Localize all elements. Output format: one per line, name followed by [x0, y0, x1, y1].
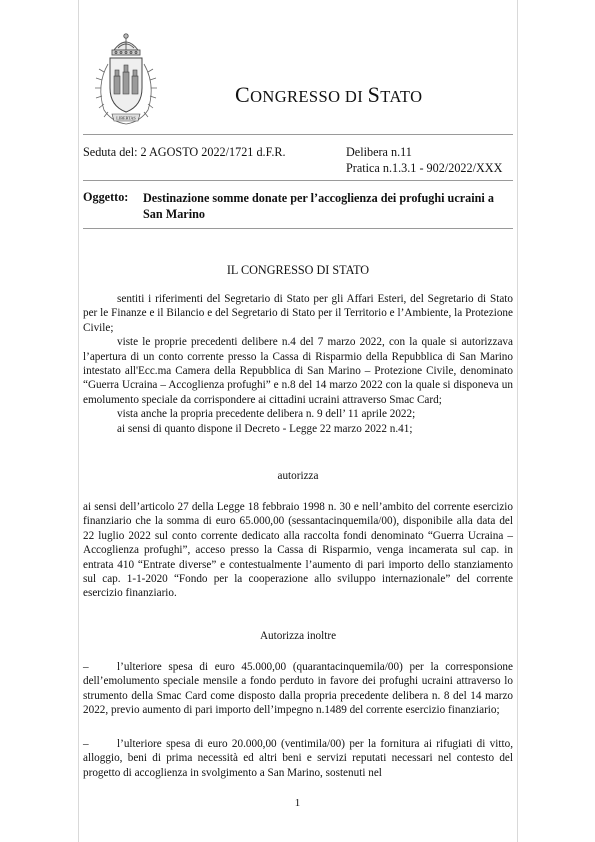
oggetto-divider-top: [83, 180, 513, 181]
page-number: 1: [294, 797, 301, 809]
premessa-paragraph: viste le proprie precedenti delibere n.4 del 7 marzo 2022, con la quale si autorizzava l’apertura di un conto corrente presso la Cassa di Risparmio della Repubblica di San Marino intestato all'Ecc.ma Camera della Repubblica di San Marino – Protezione Civile, denominato “Guerra Ucraina – Accoglienza profughi” e n.8 del 14 marzo 2022 con la quale si disponeva un emolumento speciale da corrispondere ai cittadini ucraini attraverso Smac Card;: [83, 336, 513, 406]
section-heading: IL CONGRESSO DI STATO: [226, 263, 370, 277]
autorizza-heading: autorizza: [277, 470, 319, 482]
premessa-paragraph: sentiti i riferimenti del Segretario di Stato per gli Affari Esteri, del Segretario di Stato per le Finanze e il Bilancio e del Segretario di Stato per il Territorio e l’Ambiente, la Protezione Civile;: [83, 293, 513, 334]
page-title: CONGRESSO DI STATO: [235, 82, 423, 107]
oggetto-text: Destinazione somme donate per l’accoglienza dei profughi ucraini a San Marino: [143, 191, 494, 221]
autorizza-inoltre-heading: Autorizza inoltre: [259, 630, 337, 642]
seduta-line: Seduta del: 2 AGOSTO 2022/1721 d.F.R.: [83, 145, 286, 159]
premessa-paragraph: ai sensi di quanto dispone il Decreto - Legge 22 marzo 2022 n.41;: [117, 422, 413, 435]
premessa-paragraph: vista anche la propria precedente delibera n. 9 dell’ 11 aprile 2022;: [117, 408, 416, 421]
emblem-motto: LIBERTAS: [116, 115, 136, 121]
coat-of-arms-icon: [90, 30, 162, 130]
list-item: – l’ulteriore spesa di euro 45.000,00 (quarantacinquemila/00) per la corresponsione dell’emolumento speciale mensile a fondo perduto in favore dei profughi ucraini attraverso lo strumento della Smac Card come disposto dalla propria precedente delibera n. 8 del 14 marzo 2022, previo aumento di pari importo dell’impegno n.1489 del corrente esercizio finanziario;: [83, 661, 513, 717]
oggetto-divider-bottom: [83, 228, 513, 229]
right-margin-line: [517, 0, 518, 842]
delibera-number: Delibera n.11: [346, 145, 412, 159]
pratica-number: Pratica n.1.3.1 - 902/2022/XXX: [346, 161, 503, 175]
oggetto-label: Oggetto:: [83, 190, 129, 204]
header-divider: [83, 134, 513, 135]
left-margin-line: [78, 0, 79, 842]
premesse-block: [83, 292, 513, 436]
autorizza-paragraph: ai sensi dell’articolo 27 della Legge 18 febbraio 1998 n. 30 e nell’ambito del corrente esercizio finanziario che la somma di euro 65.000,00 (sessantacinquemila/00), disponibile alla data del 22 luglio 2022 sul conto corrente dedicato alla raccolta fondi denominato “Guerra Ucraina – Accoglienza profughi”, acceso presso la Cassa di Risparmio, venga incamerata sul cap. in entrata 410 “Entrate diverse” e contestualmente l’aumento di pari importo dello stanziamento sul cap. 1-1-2020 “Fondo per la cooperazione allo sviluppo internazionale” del corrente esercizio finanziario.: [83, 501, 513, 600]
list-item: – l’ulteriore spesa di euro 20.000,00 (ventimila/00) per la fornitura ai rifugiati di vitto, alloggio, beni di prima necessità ed altri beni e servizi reputati necessari nel contesto del progetto di accoglienza in svolgimento a San Marino, sostenuti nel: [83, 738, 513, 779]
